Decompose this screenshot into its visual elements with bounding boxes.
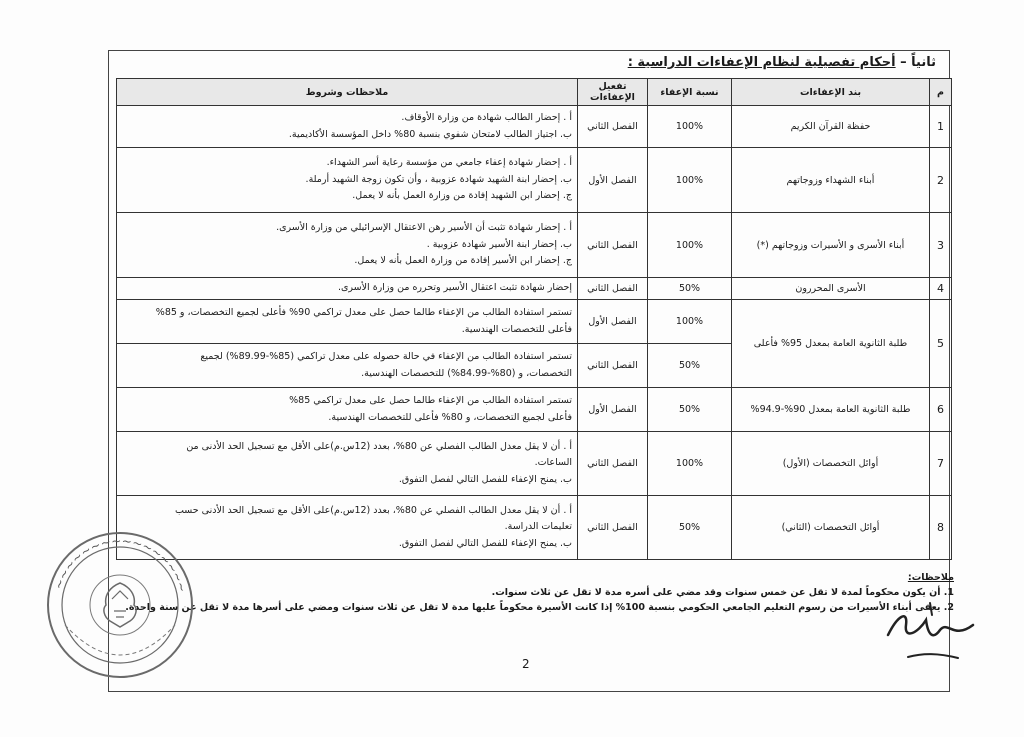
note-line: أ . إحضار شهادة تثبت أن الأسير رهن الاعتقال الإسرائيلي من وزارة الأسرى. <box>276 222 572 234</box>
note-line: ج. إحضار ابن الشهيد إفادة من وزارة العمل بأنه لا يعمل. <box>352 190 572 202</box>
note-line: ب. إحضار ابنة الأسير شهادة عزوبية . <box>426 238 572 250</box>
table-row <box>117 432 952 496</box>
row-notes <box>117 106 578 148</box>
row-item: أوائل التخصصات (الأول) <box>732 432 930 496</box>
row-notes <box>117 300 578 344</box>
row-notes <box>117 344 578 388</box>
title-main: أحكام تفصيلية لنظام الإعفاءات الدراسية : <box>627 55 896 70</box>
header-activation: تفعيل الإعفاءات <box>578 79 648 106</box>
table-row <box>117 106 952 148</box>
note-line: الساعات. <box>534 457 572 469</box>
row-percentage: 100% <box>648 432 732 496</box>
page-title <box>628 55 936 70</box>
table-row <box>117 213 952 278</box>
row-number: 6 <box>930 388 952 432</box>
remark-item: 2. يعفى أبناء الأسيرات من رسوم التعليم الجامعي الحكومي بنسبة 100% إذا كانت الأسيرة محكوماً عليها مدة لا تقل عن ثلاث سنوات ومضي على أسرها مدة لا تقل عن سنة واحدة. <box>125 602 954 613</box>
note-line: فأعلى لجميع التخصصات، و 80% فأعلى للتخصصات الهندسية. <box>328 411 572 423</box>
row-item: أبناء الأسرى و الأسيرات وزوجاتهم (*) <box>732 213 930 278</box>
row-item: أوائل التخصصات (الثاني) <box>732 496 930 560</box>
row-number: 7 <box>930 432 952 496</box>
row-item: الأسرى المحررون <box>732 278 930 300</box>
row-number: 4 <box>930 278 952 300</box>
row-semester: الفصل الثاني <box>578 344 648 388</box>
note-line: تستمر استفادة الطالب من الإعفاء طالما حصل على معدل تراكمي 90% فأعلى لجميع التخصصات، و 85% <box>155 306 572 318</box>
row-notes <box>117 432 578 496</box>
note-line: إحضار شهادة تثبت اعتقال الأسير وتحرره من وزارة الأسرى. <box>337 282 572 294</box>
row-item: حفظة القرآن الكريم <box>732 106 930 148</box>
row-percentage: 50% <box>648 388 732 432</box>
remark-item: 1. أن يكون محكوماً لمدة لا تقل عن خمس سنوات وقد مضي على أسره مدة لا تقل عن ثلاث سنوات. <box>491 587 954 598</box>
row-semester: الفصل الثاني <box>578 213 648 278</box>
note-line: تستمر استفادة الطالب من الإعفاء في حالة حصوله على معدل تراكمي (85%-89.99%) لجميع <box>200 350 572 362</box>
row-notes <box>117 388 578 432</box>
row-percentage: 100% <box>648 300 732 344</box>
note-line: ب. يمنح الإعفاء للفصل التالي لفصل التفوق. <box>398 537 572 549</box>
page-number: 2 <box>522 657 530 671</box>
note-line: أ . إحضار الطالب شهادة من وزارة الأوقاف. <box>401 111 572 123</box>
note-line: تعليمات الدراسة. <box>504 521 572 533</box>
note-line: ب. اجتياز الطالب لامتحان شفوي بنسبة 80% داخل المؤسسة الأكاديمية. <box>288 128 572 140</box>
row-semester: الفصل الثاني <box>578 106 648 148</box>
note-line: فأعلى للتخصصات الهندسية. <box>461 323 572 335</box>
signature-icon <box>878 595 988 665</box>
table-row <box>117 148 952 213</box>
header-notes: ملاحظات وشروط <box>117 79 578 106</box>
table-row <box>117 496 952 560</box>
title-prefix: ثانياً – <box>900 55 936 70</box>
row-item: طلبة الثانوية العامة بمعدل 90%-94.9% <box>732 388 930 432</box>
table-header-row <box>117 79 952 106</box>
note-line: التخصصات، و (80%-84.99%) للتخصصات الهندسية. <box>361 367 572 379</box>
header-num: م <box>930 79 952 106</box>
table-row <box>117 278 952 300</box>
row-percentage: 50% <box>648 278 732 300</box>
note-line: ج. إحضار ابن الأسير إفادة من وزارة العمل بأنه لا يعمل. <box>354 255 572 267</box>
ministry-seal-icon <box>40 525 200 685</box>
row-item: أبناء الشهداء وزوجاتهم <box>732 148 930 213</box>
row-percentage: 100% <box>648 106 732 148</box>
row-percentage: 50% <box>648 496 732 560</box>
row-notes <box>117 148 578 213</box>
note-line: أ . أن لا يقل معدل الطالب الفصلي عن 80%، بعدد (12س.م)على الأقل مع تسجيل الحد الأدنى حسب <box>174 504 572 516</box>
remarks-heading: ملاحظات: <box>907 572 954 583</box>
row-percentage: 100% <box>648 148 732 213</box>
header-percentage: نسبة الإعفاء <box>648 79 732 106</box>
row-notes <box>117 213 578 278</box>
table-row <box>117 300 952 344</box>
header-item: بند الإعفاءات <box>732 79 930 106</box>
row-percentage: 100% <box>648 213 732 278</box>
remarks-section <box>124 572 954 617</box>
row-percentage: 50% <box>648 344 732 388</box>
note-line: أ . إحضار شهادة إعفاء جامعي من مؤسسة رعاية أسر الشهداء. <box>326 157 572 169</box>
row-item: طلبة الثانوية العامة بمعدل 95% فأعلى <box>732 300 930 388</box>
row-number: 5 <box>930 300 952 388</box>
row-number: 2 <box>930 148 952 213</box>
row-semester: الفصل الأول <box>578 388 648 432</box>
exemptions-table <box>116 78 952 560</box>
row-semester: الفصل الثاني <box>578 496 648 560</box>
row-semester: الفصل الثاني <box>578 432 648 496</box>
row-semester: الفصل الأول <box>578 148 648 213</box>
note-line: أ . أن لا يقل معدل الطالب الفصلي عن 80%، بعدد (12س.م)على الأقل مع تسجيل الحد الأدنى من <box>186 440 572 452</box>
row-notes <box>117 278 578 300</box>
row-number: 3 <box>930 213 952 278</box>
note-line: ب. إحضار ابنة الشهيد شهادة عزوبية ، وأن تكون زوجة الشهيد أرملة. <box>305 173 572 185</box>
table-row <box>117 388 952 432</box>
row-number: 8 <box>930 496 952 560</box>
note-line: تستمر استفادة الطالب من الإعفاء طالما حصل على معدل تراكمي 85% <box>289 394 572 406</box>
row-semester: الفصل الثاني <box>578 278 648 300</box>
note-line: ب. يمنح الإعفاء للفصل التالي لفصل التفوق. <box>398 473 572 485</box>
row-number: 1 <box>930 106 952 148</box>
row-semester: الفصل الأول <box>578 300 648 344</box>
svg-text:~~~~~~~~~~~~~~~~: ~~~~~~~~~~~~~~~~ <box>51 533 190 594</box>
